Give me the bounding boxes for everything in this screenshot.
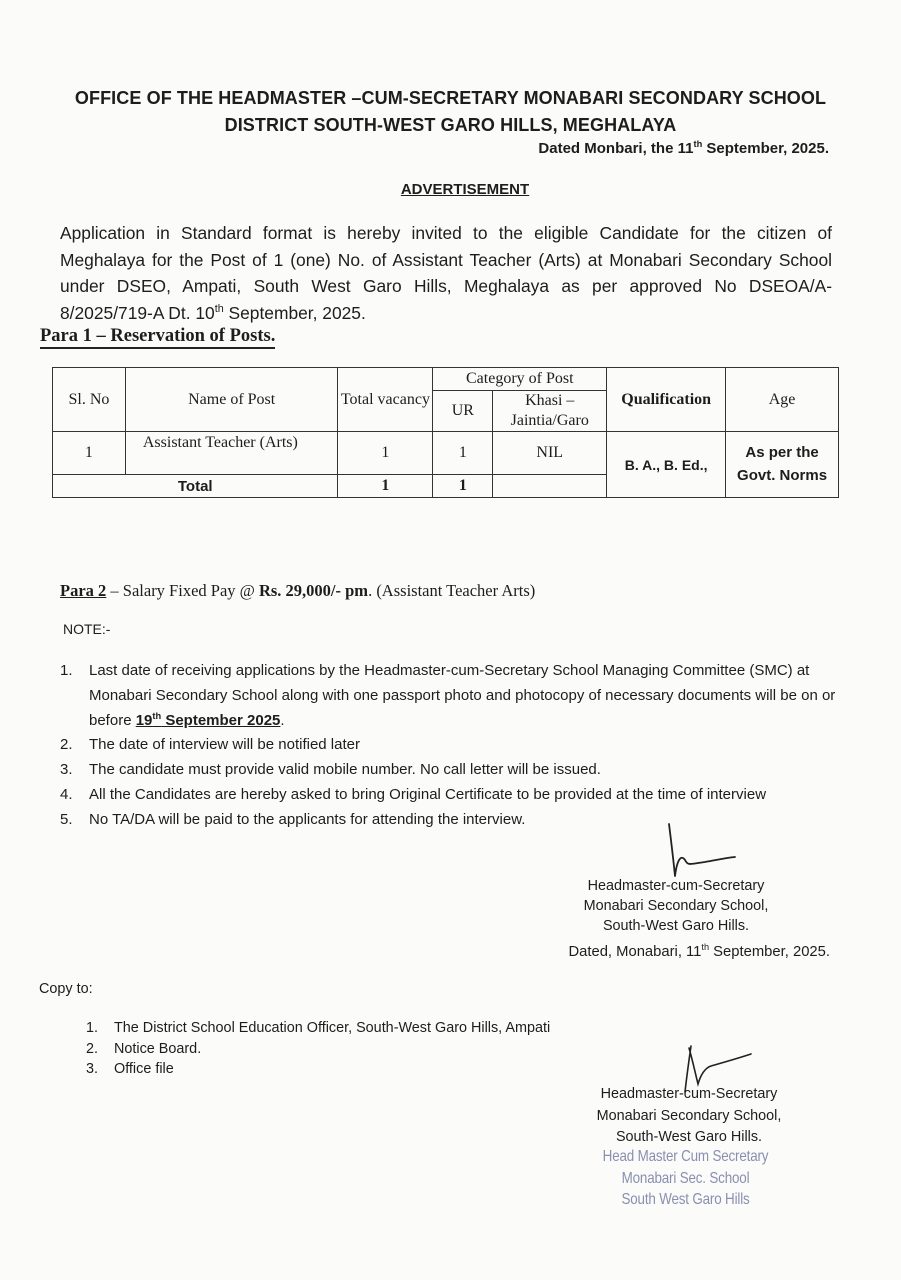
para1-heading: Para 1 – Reservation of Posts. <box>40 325 275 349</box>
list-item: 3. The candidate must provide valid mobile number. No call letter will be issued. <box>60 761 601 779</box>
list-item: 1. The District School Education Officer, South-West Garo Hills, Ampati <box>86 1020 551 1036</box>
note-label: NOTE:- <box>63 621 111 637</box>
cell-name-of-post: Assistant Teacher (Arts) <box>125 432 338 475</box>
seal-line-2: Monabari Sec. School <box>621 1169 750 1187</box>
signature-date: Dated, Monabari, 11th September, 2025. <box>568 942 830 960</box>
signatory-district: South-West Garo Hills. <box>602 918 750 934</box>
list-item: 2. The date of interview will be notified later <box>60 736 360 754</box>
cell-total-label: Total <box>53 475 338 498</box>
list-item: 3. Office file <box>86 1061 174 1077</box>
header-name-of-post: Name of Post <box>125 368 338 432</box>
signatory-school: Monabari Secondary School, <box>583 898 769 914</box>
list-item: 2. Notice Board. <box>86 1040 202 1057</box>
reservation-table <box>52 367 839 498</box>
intro-paragraph: Application in Standard format is hereby invited to the eligible Candidate for the citizen of Meghalaya for the Post of 1 (one) No. of Assistant Teacher (Arts) at Monabari Secondary School under DSEO, Ampati, South West Garo Hills, Meghalaya as per approved No DSEOA/A-8/2025/719-A Dt. 10th September, 2025. <box>60 223 832 323</box>
cell-total-vacancy: 1 <box>338 432 433 475</box>
cell-total-khasi-empty <box>493 475 607 498</box>
list-item: 5. No TA/DA will be paid to the applicants for attending the interview. <box>60 810 526 828</box>
header-age: Age <box>726 368 839 432</box>
seal-line-1: Head Master Cum Secretary <box>602 1148 769 1165</box>
notes-list <box>60 659 860 833</box>
signatory-title: Headmaster-cum-Secretary <box>587 878 765 894</box>
signatory-district: South-West Garo Hills. <box>615 1129 763 1145</box>
cell-age: As per the Govt. Norms <box>726 432 839 498</box>
copy-to-list <box>86 1018 550 1080</box>
header-qualification: Qualification <box>607 368 726 432</box>
office-seal <box>597 1146 773 1211</box>
para2-salary: Para 2 – Salary Fixed Pay @ Rs. 29,000/- pm. (Assistant Teacher Arts) <box>60 581 536 600</box>
header-total-vacancy: Total vacancy <box>338 368 433 432</box>
district-heading: DISTRICT SOUTH-WEST GARO HILLS, MEGHALAYA <box>224 115 677 135</box>
header-category-of-post: Category of Post <box>433 368 607 391</box>
cell-total-vacancy-sum: 1 <box>338 475 433 498</box>
header-ur: UR <box>433 391 493 432</box>
signatory-title: Headmaster-cum-Secretary <box>600 1086 778 1102</box>
table-header-row <box>53 368 839 391</box>
cell-khasi: NIL <box>493 432 607 475</box>
header-sl-no: Sl. No <box>53 368 126 432</box>
signature-block-1 <box>578 876 774 936</box>
signature-block-2 <box>586 1084 792 1149</box>
cell-total-ur-sum: 1 <box>433 475 493 498</box>
cell-qualification: B. A., B. Ed., <box>607 432 726 498</box>
signatory-school: Monabari Secondary School, <box>596 1107 782 1124</box>
cell-sl-no: 1 <box>53 432 126 475</box>
seal-line-3: South West Garo Hills <box>621 1191 750 1208</box>
office-heading: OFFICE OF THE HEADMASTER –CUM-SECRETARY MONABARI SECONDARY SCHOOL <box>74 88 827 108</box>
header-khasi-jaintia-garo: Khasi – Jaintia/Garo <box>493 391 607 432</box>
list-item: 1. Last date of receiving applications by the Headmaster-cum-Secretary School Managing Committee (SMC) at Monabari Secondary School along with one passport photo and photocopy of necessary documents will be on or before 19th September 2025. <box>60 662 836 729</box>
header-date: Dated Monbari, the 11th September, 2025. <box>538 139 829 157</box>
copy-to-label: Copy to: <box>39 981 93 997</box>
cell-ur: 1 <box>433 432 493 475</box>
table-row <box>53 432 839 475</box>
advertisement-title: ADVERTISEMENT <box>400 181 530 198</box>
list-item: 4. All the Candidates are hereby asked to bring Original Certificate to be provided at the time of interview <box>60 785 767 803</box>
